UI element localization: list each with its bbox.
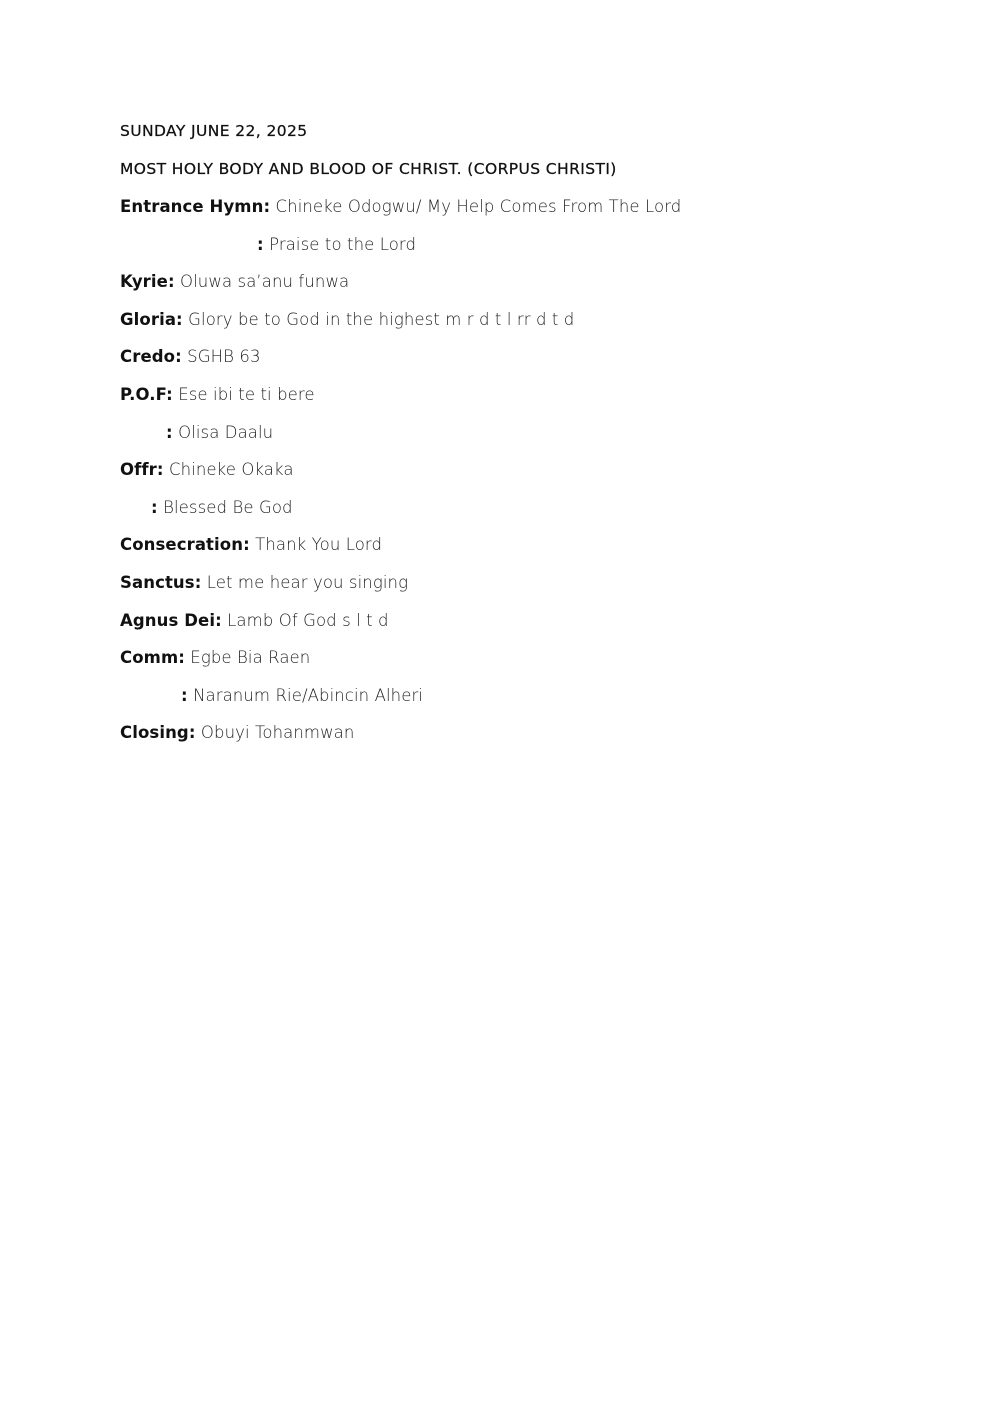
hymn-value: Obuyi Tohanmwan (200, 723, 355, 743)
hymn-agnus-dei (120, 608, 900, 646)
order-of-hymns-document (120, 118, 900, 758)
hymn-closing (120, 720, 900, 758)
hymn-label: Sanctus: (120, 572, 202, 592)
hymn-label: Kyrie: (120, 272, 175, 292)
hymn-credo (120, 344, 900, 382)
hymn-pof-alt (120, 420, 900, 458)
hymn-value: Naranum Rie/Abincin Alheri (193, 685, 424, 705)
hymn-communion-alt (120, 683, 900, 721)
hymn-consecration (120, 532, 900, 570)
hymn-value: Praise to the Lord (269, 234, 417, 254)
service-date: SUNDAY JUNE 22, 2025 (120, 122, 308, 140)
hymn-value: Ese ibi te ti bere (178, 384, 315, 404)
hymn-label: Entrance Hymn: (120, 197, 271, 216)
hymn-value: Let me hear you singing (206, 572, 409, 592)
hymn-label: P.O.F: (120, 384, 173, 404)
hymn-value: Thank You Lord (255, 535, 383, 555)
hymn-value: Lamb Of God s l t d (227, 610, 389, 630)
hymn-value: SGHB 63 (187, 347, 261, 367)
hymn-label: Comm: (120, 648, 185, 668)
hymn-value: Oluwa sa’anu funwa (180, 272, 350, 292)
hymn-communion (120, 645, 900, 683)
hymn-value: Chineke Okaka (168, 460, 294, 480)
hymn-cont-marker: : (257, 234, 264, 254)
hymn-entrance-alt (120, 232, 900, 270)
hymn-entrance (120, 194, 900, 232)
hymn-value: Chineke Odogwu/ My Help Comes From The Lord (275, 197, 682, 216)
feast-title: MOST HOLY BODY AND BLOOD OF CHRIST. (CORPUS CHRISTI) (120, 160, 617, 178)
hymn-label: Offr: (120, 460, 164, 480)
hymn-offertory-alt (120, 495, 900, 533)
hymn-cont-marker: : (181, 685, 188, 705)
hymn-label: Credo: (120, 347, 182, 367)
hymn-value: Glory be to God in the highest m r d t l rr d t d (188, 309, 575, 329)
hymn-gloria (120, 307, 900, 345)
hymn-cont-marker: : (166, 422, 173, 442)
hymn-kyrie (120, 269, 900, 307)
hymn-offertory (120, 457, 900, 495)
hymn-sanctus (120, 570, 900, 608)
hymn-cont-marker: : (151, 497, 158, 517)
hymn-value: Olisa Daalu (178, 422, 274, 442)
hymn-label: Agnus Dei: (120, 610, 222, 630)
hymn-value: Egbe Bia Raen (190, 648, 311, 668)
hymn-label: Closing: (120, 723, 196, 743)
hymn-label: Gloria: (120, 309, 183, 329)
hymn-label: Consecration: (120, 535, 250, 555)
hymn-pof (120, 382, 900, 420)
hymn-value: Blessed Be God (163, 497, 293, 517)
